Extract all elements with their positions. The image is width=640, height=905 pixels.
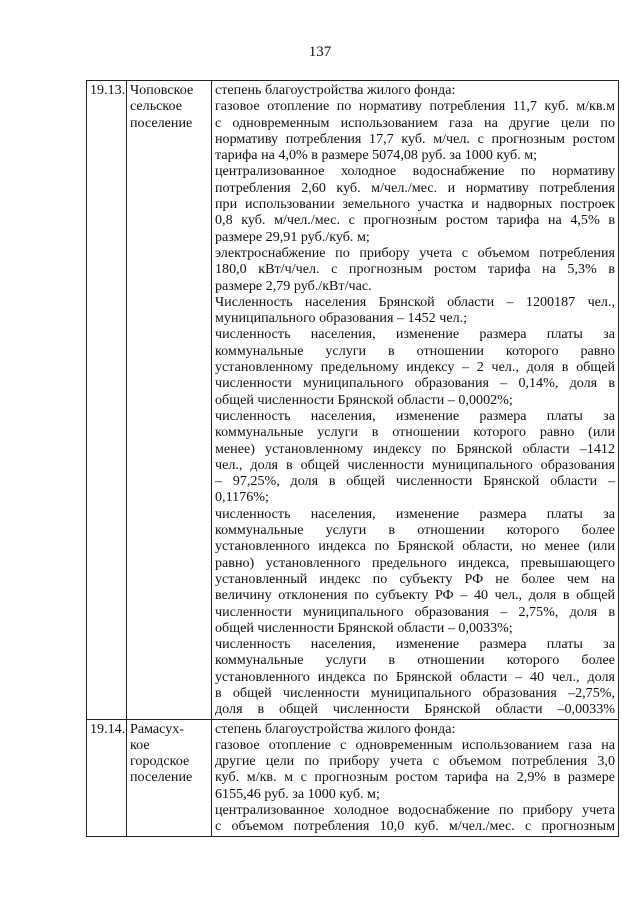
text-line: при использовании земельного участка и надворных построек [215, 196, 615, 213]
text-line: тарифа на 4,0% в размере 5074,08 руб. за 1000 куб. м; [215, 147, 538, 164]
text-line: коммунальные услуги в отношении которого более [215, 652, 615, 669]
text-line: газовое отопление по нормативу потребления 11,7 куб. м/кв.м [215, 98, 615, 115]
text-line: численность населения, изменение размера платы за [215, 505, 615, 522]
text-line: чел., доля в общей численности муниципального образования [215, 456, 615, 473]
text-line: размере 29,91 руб./куб. м; [215, 228, 370, 245]
text-line: менее) установленному индексу по Брянской области –1412 [215, 440, 615, 457]
text-line: куб. м/кв. м с прогнозным ростом тарифа на 2,9% в размере [215, 769, 615, 786]
text-line: численность населения, изменение размера платы за [215, 326, 615, 343]
text-line: 6155,46 руб. за 1000 куб. м; [215, 785, 380, 802]
text-line: степень благоустройства жилого фонда: [215, 82, 456, 98]
text-line: в общей численности муниципального образования –2,75%, [215, 684, 615, 701]
text-line: общей численности Брянской области – 0,0033%; [215, 619, 513, 636]
settlement-name-line: поселение [130, 114, 193, 131]
text-line: коммунальные услуги в отношении которого равно [215, 342, 615, 359]
row-number: 19.13. [90, 82, 126, 98]
text-line: 0,1176%; [215, 489, 269, 506]
settlement-name-cell [127, 719, 212, 836]
text-line: 180,0 кВт/ч/чел. с прогнозным ростом тарифа на 5,3% в [215, 261, 615, 278]
text-line: доля в общей численности Брянской области –0,0033% [215, 701, 615, 718]
text-line: 0,8 куб. м/чел./мес. с прогнозным ростом тарифа на 4,5% в [215, 212, 615, 229]
description-cell [212, 81, 619, 720]
text-line: установленному предельному индексу – 2 чел., доля в общей [215, 359, 615, 376]
text-line: – 97,25%, доля в общей численности Брянской области – [215, 473, 615, 490]
text-line: с одновременным использованием газа на другие цели по [215, 114, 615, 131]
text-line: нормативу потребления 17,7 куб. м/чел. с прогнозным ростом [215, 130, 615, 147]
text-line: численность населения, изменение размера платы за [215, 636, 615, 653]
text-line: коммунальные услуги в отношении которого равно (или [215, 424, 615, 441]
text-line: с объемом потребления 10,0 куб. м/чел./мес. с прогнозным [215, 818, 615, 835]
text-line: общей численности Брянской области – 0,0002%; [215, 391, 513, 408]
text-line: коммунальные услуги в отношении которого более [215, 522, 615, 539]
text-line: численности муниципального образования – 0,14%, доля в [215, 375, 615, 392]
text-line: размере 2,79 руб./кВт/час. [215, 277, 372, 294]
text-line: централизованное холодное водоснабжение по нормативу [215, 163, 615, 180]
text-line: численности муниципального образования – 2,75%, доля в [215, 603, 615, 620]
row-number: 19.14. [90, 720, 126, 737]
text-line: другие цели по прибору учета с объемом потребления 3,0 [215, 753, 615, 770]
tariff-table [86, 80, 619, 837]
text-line: централизованное холодное водоснабжение по прибору учета [215, 802, 615, 819]
description-cell [212, 719, 619, 836]
settlement-name-line: кое [130, 736, 150, 753]
text-line: установленный индекс по субъекту РФ не более чем на [215, 570, 615, 587]
page-number: 137 [308, 44, 332, 60]
settlement-name-line: поселение [130, 769, 193, 786]
table-row [87, 719, 619, 836]
text-line: Численность населения Брянской области – 1200187 чел., [215, 293, 615, 310]
settlement-name-line: Рамасух- [130, 720, 185, 737]
text-line: электроснабжение по прибору учета с объемом потребления [215, 244, 615, 261]
settlement-name-line: городское [130, 753, 190, 770]
settlement-name-cell [127, 81, 212, 720]
text-line: установленного индекса по Брянской области, но менее (или [215, 538, 615, 555]
text-line: равно) установленного предельного индекса, превышающего [215, 554, 615, 571]
table-row [87, 81, 619, 720]
text-line: газовое отопление с одновременным использованием газа на [215, 736, 615, 753]
row-number-cell [87, 719, 127, 836]
settlement-name-line: сельское [130, 98, 183, 115]
text-line: установленного индекса по Брянской области – 40 чел., доля [215, 668, 615, 685]
row-number-cell [87, 81, 127, 720]
settlement-name-line: Чоповское [130, 82, 194, 98]
text-line: степень благоустройства жилого фонда: [215, 720, 456, 737]
text-line: величину отклонения по субъекту РФ – 40 чел., доля в общей [215, 587, 615, 604]
text-line: потребления 2,60 куб. м/чел./мес. и нормативу потребления [215, 179, 615, 196]
text-line: численность населения, изменение размера платы за [215, 407, 615, 424]
text-line: муниципального образования – 1452 чел.; [215, 310, 468, 327]
